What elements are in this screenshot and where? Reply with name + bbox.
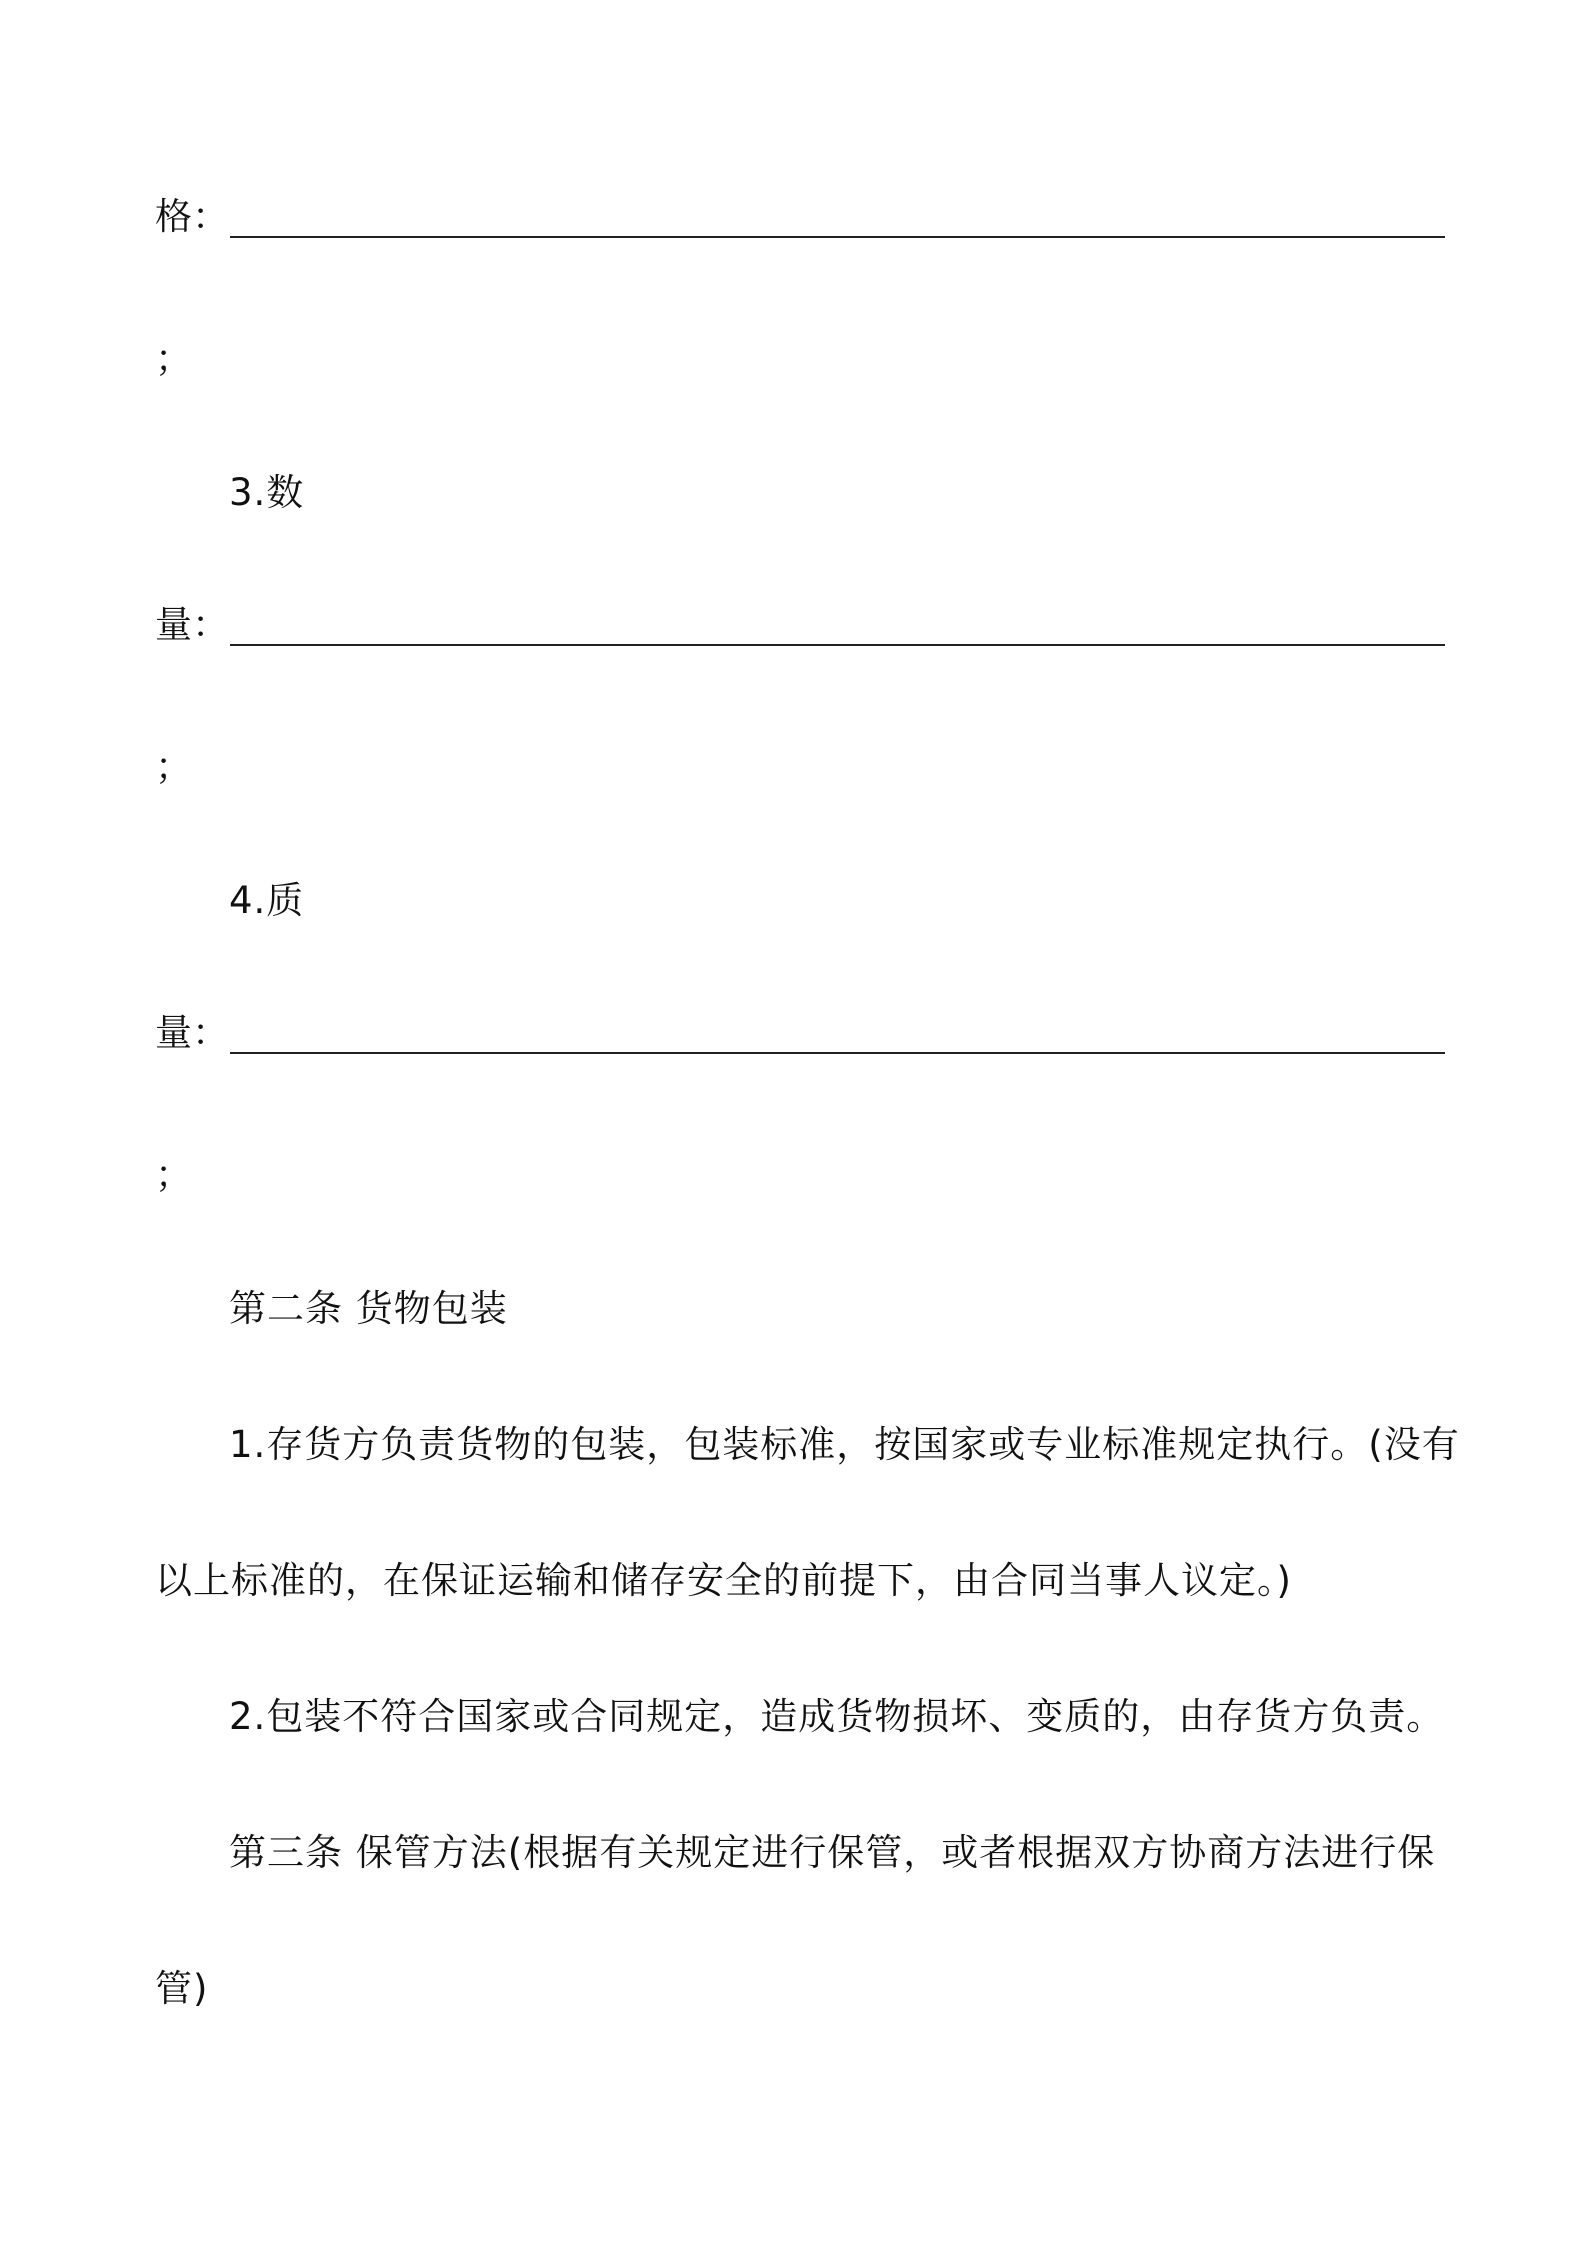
quality-field-underline[interactable]: [230, 1052, 1445, 1054]
quantity-field-suffix: ；: [155, 745, 193, 788]
article2-item1-line2: 以上标准的，在保证运输和储存安全的前提下，由合同当事人议定。): [155, 1559, 1292, 1602]
article3-heading-line1: 第三条 保管方法(根据有关规定进行保管，或者根据双方协商方法进行保: [229, 1831, 1436, 1874]
article2-heading: 第二条 货物包装: [229, 1287, 508, 1330]
quality-field-suffix: ；: [155, 1153, 193, 1196]
quantity-heading: 3.数: [229, 471, 305, 514]
quality-field[interactable]: [155, 1008, 1445, 1068]
quantity-field[interactable]: [155, 600, 1445, 660]
article3-heading-line2: 管): [155, 1967, 209, 2010]
quality-field-label: 量：: [155, 1011, 229, 1054]
spec-field-suffix: ；: [155, 337, 193, 380]
spec-field-label: 格：: [155, 195, 229, 238]
quality-heading: 4.质: [229, 879, 305, 922]
quantity-field-label: 量：: [155, 603, 229, 646]
spec-field-underline[interactable]: [230, 236, 1445, 238]
spec-field[interactable]: [155, 192, 1445, 252]
article2-item1-line1: 1.存货方负责货物的包装，包装标准，按国家或专业标准规定执行。(没有: [229, 1423, 1460, 1466]
article2-item2: 2.包装不符合国家或合同规定，造成货物损坏、变质的，由存货方负责。: [229, 1695, 1445, 1738]
quantity-field-underline[interactable]: [230, 644, 1445, 646]
